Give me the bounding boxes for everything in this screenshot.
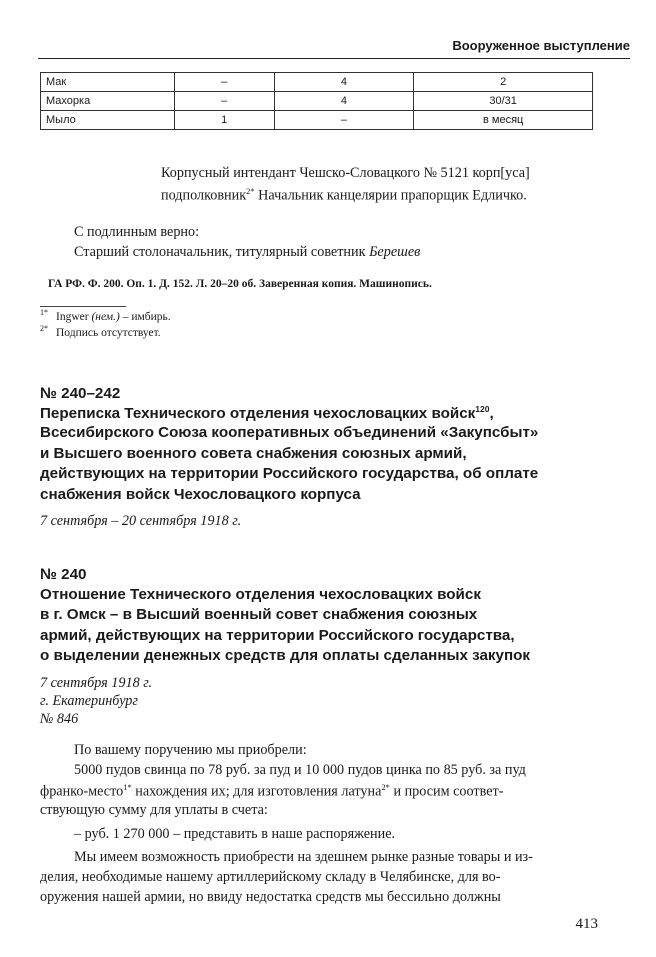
doc-group-title-line: действующих на территории Российского государства, об оплате [40,465,539,482]
footnote-lang: (нем.) [91,311,120,323]
doc-title-line: в г. Омск – в Высший военный совет снабжения союзных [40,606,478,623]
table-cell: 30/31 [414,92,593,111]
table-row [41,92,593,111]
table-cell: 1 [174,111,274,130]
footnote-2 [40,324,161,339]
endnote-marker: 120 [475,404,490,414]
table-cell: Мак [41,73,175,92]
doc-group-title-line: и Высшего военного совета снабжения союзных армий, [40,445,467,462]
footnote-rule [40,306,126,307]
signature-line-1: Корпусный интендант Чешско-Словацкого № 5121 корп[уса] [161,165,530,181]
doc-outgoing-number: № 846 [40,711,79,727]
body-line [40,782,503,801]
doc-group-title-line: Всесибирского Союза кооперативных объединений «Закупсбыт» [40,424,539,441]
title-text: Переписка Технического отделения чехословацких войск [40,405,476,423]
signature-rank: подполковник [161,187,247,204]
certification-line-2 [74,244,420,261]
doc-title-line: о выделении денежных средств для оплаты сделанных закупок [40,647,531,664]
certifier-name: Берешев [369,244,421,260]
header-rule [38,58,630,59]
footnote-text: Ingwer [56,311,92,323]
table-cell: – [274,111,414,130]
table-row [41,111,593,130]
body-line: делия, необходимые нашему артиллерийскому складу в Челябинске, для во- [40,869,501,885]
table-row [41,73,593,92]
ration-table [40,72,593,130]
body-line: 5000 пудов свинца по 78 руб. за пуд и 10 000 пудов цинка по 85 руб. за пуд [74,762,526,778]
body-text: и просим соответ- [389,783,504,800]
archive-reference: ГА РФ. Ф. 200. Оп. 1. Д. 152. Л. 20–20 об. Заверенная копия. Машинопись. [48,278,432,290]
section-title: Вооруженное выступление [452,38,630,53]
certification-line-1: С подлинным верно: [74,224,200,240]
table-cell: 2 [414,73,593,92]
body-line: – руб. 1 270 000 – представить в наше распоряжение. [74,826,396,842]
body-line: По вашему поручению мы приобрели: [74,742,307,758]
body-line: оружения нашей армии, но ввиду недостатка средств мы бессильно должны [40,889,501,905]
table-cell: – [174,73,274,92]
footnote-rest: – имбирь. [119,311,171,323]
footnote-text: Подпись отсутствует. [56,327,161,339]
page-number: 413 [575,916,598,932]
title-punct: , [489,405,494,423]
doc-number: № 240 [40,566,87,583]
doc-group-title-line: снабжения войск Чехословацкого корпуса [40,486,361,503]
table-cell: Махорка [41,92,175,111]
body-line: Мы имеем возможность приобрести на здешнем рынке разные товары и из- [74,849,533,865]
table-cell: – [174,92,274,111]
footnote-mark: 1* [40,308,48,317]
table-cell: 4 [274,92,414,111]
doc-group-number: № 240–242 [40,385,121,402]
doc-group-date: 7 сентября – 20 сентября 1918 г. [40,513,242,529]
footnote-mark: 2* [40,324,48,333]
table-cell: Мыло [41,111,175,130]
table-cell: в месяц [414,111,593,130]
body-text: нахождения их; для изготовления латуна [131,783,382,800]
doc-date: 7 сентября 1918 г. [40,675,153,691]
footnote-marker: 2* [381,782,390,792]
footnote-marker: 2* [246,186,255,196]
signature-rest: Начальник канцелярии прапорщик Едличко. [254,187,527,204]
signature-line-2 [161,186,527,205]
table-cell: 4 [274,73,414,92]
doc-group-title-line [40,404,494,422]
doc-place: г. Екатеринбург [40,693,138,709]
footnote-marker: 1* [123,782,132,792]
doc-title-line: Отношение Технического отделения чехословацких войск [40,586,481,603]
doc-title-line: армий, действующих на территории Российского государства, [40,627,515,644]
footnote-1 [40,308,171,323]
certifier-title: Старший столоначальник, титулярный советник [74,244,370,260]
body-text: франко-место [40,783,124,800]
body-line: ствующую сумму для уплаты в счета: [40,802,268,818]
